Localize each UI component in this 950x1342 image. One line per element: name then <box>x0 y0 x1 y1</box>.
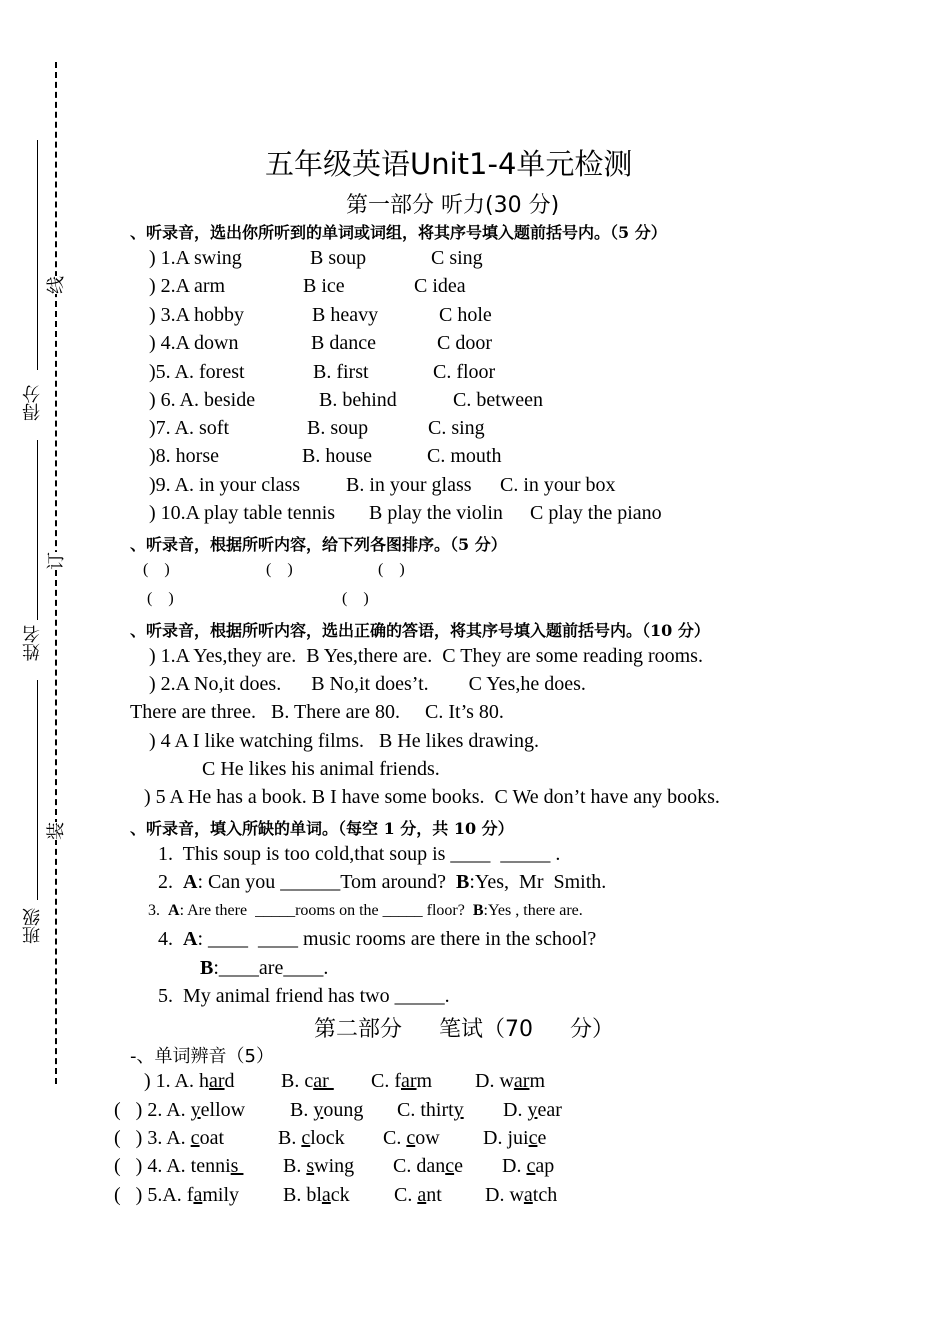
q5-4-b: B. swing <box>283 1155 355 1177</box>
q3-4-c: C He likes his animal friends. <box>202 758 440 780</box>
q1-3-c: C hole <box>439 304 492 326</box>
q1-6-b: B. behind <box>319 389 397 411</box>
q1-10-c: C play the piano <box>530 502 662 524</box>
q1-1-b: B soup <box>310 247 367 269</box>
q1-8-b: B. house <box>302 445 372 467</box>
name-blank-line <box>37 440 38 620</box>
q5-4-c: C. dance <box>393 1155 463 1177</box>
q5-1-b: B. car <box>281 1070 334 1092</box>
q5-3-d: D. juice <box>483 1127 547 1149</box>
section-2-heading: 、听录音，根据所听内容，给下列各图排序。（5 分） <box>130 535 507 554</box>
q1-5: )5. A. forest <box>149 361 245 383</box>
q5-3-c: C. cow <box>383 1127 440 1149</box>
q1-8: )8. horse <box>149 445 219 467</box>
part-two-heading: 第二部分 笔试（70 分） <box>314 1017 614 1042</box>
q4-1: 1. This soup is too cold,that soup is ____ _____ . <box>158 843 561 865</box>
gutter-zhuang: 装 <box>42 822 68 840</box>
q1-4-c: C door <box>437 332 492 354</box>
q1-10-b: B play the violin <box>369 502 503 524</box>
picture-order-bracket: ( ) <box>378 561 405 578</box>
q5-4-d: D. cap <box>502 1155 555 1177</box>
q5-2-b: B. young <box>290 1099 364 1121</box>
q1-10: ) 10.A play table tennis <box>149 502 336 524</box>
q1-9-b: B. in your glass <box>346 474 472 496</box>
gutter-class-label: 班级 <box>22 908 43 944</box>
q1-2: ) 2.A arm <box>149 275 226 297</box>
q5-2-d: D. year <box>503 1099 562 1121</box>
q5-3-b: B. clock <box>278 1127 345 1149</box>
q1-7-c: C. sing <box>428 417 485 439</box>
section-5-heading: -、单词辨音（5） <box>130 1046 274 1067</box>
q5-1: ) 1. A. hard <box>144 1070 235 1092</box>
q1-9: )9. A. in your class <box>149 474 301 496</box>
class-blank-line <box>37 680 38 900</box>
q4-3: 3. A: Are there _____rooms on the _____ floor? B:Yes , there are. <box>148 902 583 919</box>
q5-2: ( ) 2. A. yellow <box>114 1099 246 1121</box>
q1-2-c: C idea <box>414 275 466 297</box>
q4-5: 5. My animal friend has two _____. <box>158 985 450 1007</box>
q1-5-b: B. first <box>313 361 369 383</box>
q5-1-c: C. farm <box>371 1070 433 1092</box>
q4-4: 4. A: ____ ____ music rooms are there in the school? <box>158 928 597 950</box>
gutter-name-label: 姓名 <box>22 625 43 661</box>
q5-4: ( ) 4. A. tennis <box>114 1155 244 1177</box>
gutter-score-label: 得分 <box>22 385 43 421</box>
picture-order-bracket: ( ) <box>147 590 174 607</box>
q1-7-b: B. soup <box>307 417 369 439</box>
section-3-heading: 、听录音，根据所听内容，选出正确的答语，将其序号填入题前括号内。（10 分） <box>130 621 710 640</box>
q1-7: )7. A. soft <box>149 417 229 439</box>
q3-4: ) 4 A I like watching films. B He likes drawing. <box>149 730 539 752</box>
gutter-xian: 线 <box>42 276 68 294</box>
q1-4: ) 4.A down <box>149 332 239 354</box>
section-1-heading: 、听录音，选出你所听到的单词或词组，将其序号填入题前括号内。（5 分） <box>130 223 667 242</box>
q3-2: ) 2.A No,it does. B No,it does’t. C Yes,he does. <box>149 673 586 695</box>
q1-4-b: B dance <box>311 332 376 354</box>
q3-1: ) 1.A Yes,they are. B Yes,there are. C They are some reading rooms. <box>149 645 703 667</box>
q1-6-c: C. between <box>453 389 543 411</box>
picture-order-bracket: ( ) <box>342 590 369 607</box>
page-title: 五年级英语Unit1-4单元检测 <box>265 147 633 181</box>
q5-5: ( ) 5.A. family <box>114 1184 239 1206</box>
gutter-ding: 订 <box>42 552 68 570</box>
q1-1-c: C sing <box>431 247 483 269</box>
q3-5: ) 5 A He has a book. B I have some books. C We don’t have any books. <box>144 786 720 808</box>
q5-5-b: B. black <box>283 1184 350 1206</box>
q3-3: There are three. B. There are 80. C. It’s 80. <box>130 701 504 723</box>
q1-8-c: C. mouth <box>427 445 502 467</box>
picture-order-bracket: ( ) <box>143 561 170 578</box>
q4-2: 2. A: Can you ______Tom around? B:Yes, Mr Smith. <box>158 871 607 893</box>
q1-1: ) 1.A swing <box>149 247 242 269</box>
q1-5-c: C. floor <box>433 361 496 383</box>
q5-3: ( ) 3. A. coat <box>114 1127 224 1149</box>
q5-5-d: D. watch <box>485 1184 558 1206</box>
q1-9-c: C. in your box <box>500 474 616 496</box>
score-blank-line <box>37 140 38 370</box>
q1-6: ) 6. A. beside <box>149 389 256 411</box>
q1-3: ) 3.A hobby <box>149 304 244 326</box>
binding-dashed-line <box>55 62 57 1084</box>
q1-3-b: B heavy <box>312 304 379 326</box>
q5-1-d: D. warm <box>475 1070 545 1092</box>
q5-2-c: C. thirty <box>397 1099 464 1121</box>
picture-order-bracket: ( ) <box>266 561 293 578</box>
q5-5-c: C. ant <box>394 1184 442 1206</box>
q4-4-answer: B:____are____. <box>200 957 329 979</box>
section-4-heading: 、听录音，填入所缺的单词。（每空 1 分，共 10 分） <box>130 819 514 838</box>
part-one-heading: 第一部分 听力(30 分) <box>346 193 560 218</box>
q1-2-b: B ice <box>303 275 345 297</box>
